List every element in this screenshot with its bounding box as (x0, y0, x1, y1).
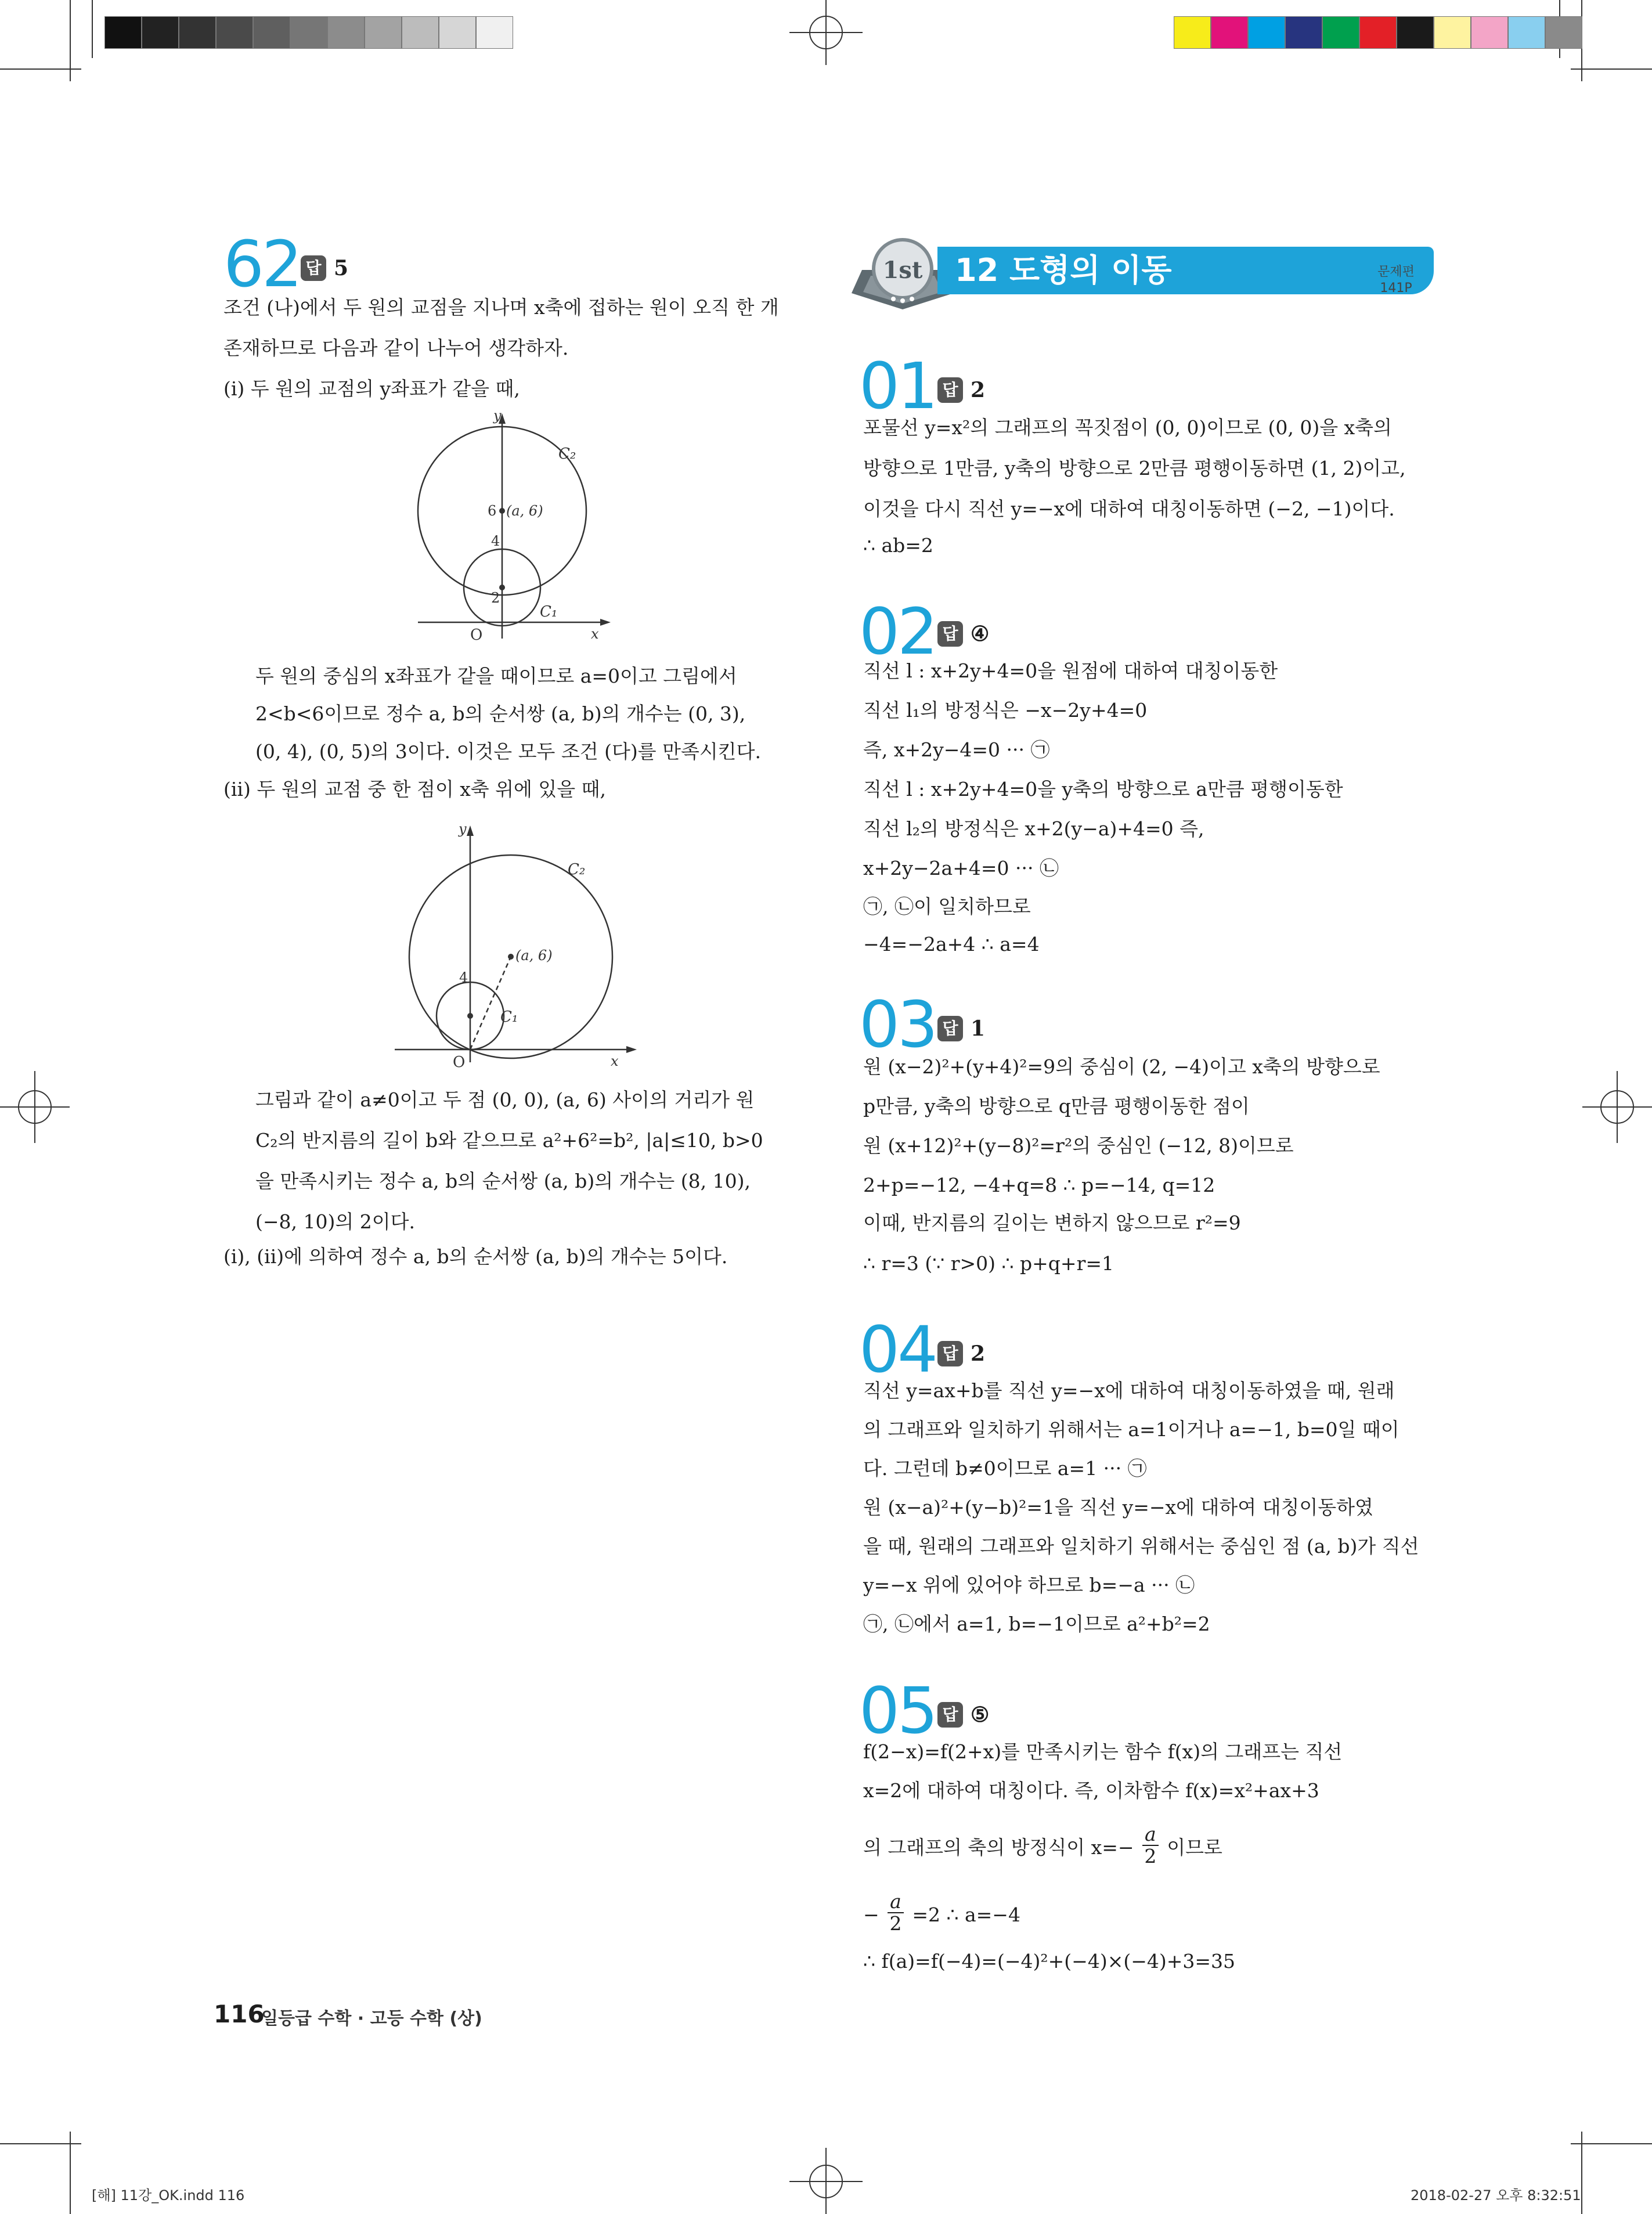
y-axis-label: y (459, 821, 467, 837)
text-line: ∴ f(a)=f(−4)=(−4)²+(−4)×(−4)+3=35 (863, 1950, 1236, 1973)
color-swatch (1248, 16, 1285, 49)
text-line: 직선 l₂의 방정식은 x+2(y−a)+4=0 즉, (863, 817, 1204, 840)
text-line: 조건 (나)에서 두 원의 교점을 지나며 x축에 접하는 원이 오직 한 개 (223, 296, 779, 319)
problem-ref (1358, 264, 1434, 297)
color-swatch (142, 16, 179, 49)
problem-number: 03 (859, 987, 936, 1062)
figure-case-2 (383, 818, 639, 1068)
ref-line-2: 141P (1380, 281, 1412, 295)
text-line: 원 (x−a)²+(y−b)²=1을 직선 y=−x에 대하여 대칭이동하였 (863, 1496, 1373, 1519)
answer-badge: 답 (937, 621, 963, 647)
text-line: ㉠, ㉡에서 a=1, b=−1이므로 a²+b²=2 (863, 1613, 1210, 1635)
answer-badge: 답 (937, 1702, 963, 1728)
text-line: 즉, x+2y−4=0 ··· ㉠ (863, 738, 1050, 761)
color-swatch (1174, 16, 1211, 49)
book-title: 일등급 수학 · 고등 수학 (상) (261, 2009, 482, 2029)
color-swatch (1471, 16, 1508, 49)
answer-badge: 답 (937, 377, 963, 403)
text-line: 을 만족시키는 정수 a, b의 순서쌍 (a, b)의 개수는 (8, 10), (255, 1170, 751, 1192)
text-line: 직선 l₁의 방정식은 −x−2y+4=0 (863, 699, 1148, 722)
center-label: (a, 6) (515, 947, 553, 964)
color-swatch (253, 16, 290, 49)
tick-4: 4 (491, 533, 500, 549)
text-line: x=2에 대하여 대칭이다. 즉, 이차함수 f(x)=x²+ax+3 (863, 1779, 1319, 1802)
answer-badge: 답 (301, 255, 326, 281)
answer-value: ⑤ (971, 1703, 990, 1727)
fraction (888, 1891, 904, 1934)
text-line: (0, 4), (0, 5)의 3이다. 이것은 모두 조건 (다)를 만족시킨다. (255, 740, 762, 763)
fraction-denominator: 2 (1144, 1845, 1157, 1867)
origin-label: O (453, 1054, 466, 1068)
color-swatch (1545, 16, 1582, 49)
color-swatch (1508, 16, 1545, 49)
text-line: x+2y−2a+4=0 ··· ㉡ (863, 857, 1059, 879)
tick-2: 2 (491, 590, 500, 606)
problem-number: 01 (859, 349, 936, 423)
fraction-pre: − (863, 1903, 879, 1926)
x-axis-label: x (591, 626, 599, 642)
text-line: 직선 l : x+2y+4=0을 원점에 대하여 대칭이동한 (863, 659, 1278, 682)
text-line: 2<b<6이므로 정수 a, b의 순서쌍 (a, b)의 개수는 (0, 3), (255, 702, 746, 725)
text-line: C₂의 반지름의 길이 b와 같으므로 a²+6²=b², |a|≤10, b>0 (255, 1129, 763, 1152)
circle-c2-label: C₂ (568, 861, 586, 878)
color-swatch (290, 16, 327, 49)
text-line: y=−x 위에 있어야 하므로 b=−a ··· ㉡ (863, 1574, 1195, 1596)
color-swatch (1322, 16, 1359, 49)
text-line: 존재하므로 다음과 같이 나누어 생각하자. (223, 337, 569, 359)
text-line: (ⅰ), (ⅱ)에 의하여 정수 a, b의 순서쌍 (a, b)의 개수는 5이다. (223, 1245, 728, 1268)
text-line: 두 원의 중심의 x좌표가 같을 때이므로 a=0이고 그림에서 (255, 665, 737, 687)
text-line: 원 (x−2)²+(y+4)²=9의 중심이 (2, −4)이고 x축의 방향으로 (863, 1055, 1380, 1078)
circle-c2-label: C₂ (558, 445, 576, 463)
text-line: 이것을 다시 직선 y=−x에 대하여 대칭이동하면 (−2, −1)이다. (863, 497, 1395, 520)
text-line: 포물선 y=x²의 그래프의 꼭짓점이 (0, 0)이므로 (0, 0)을 x축의 (863, 416, 1392, 439)
answer-value: 2 (971, 378, 986, 402)
fraction-line (863, 1823, 1222, 1870)
problem-number: 04 (859, 1312, 936, 1387)
ref-line-1: 문제편 (1377, 265, 1415, 279)
text-line: f(2−x)=f(2+x)를 만족시키는 함수 f(x)의 그래프는 직선 (863, 1740, 1343, 1763)
text-line: 을 때, 원래의 그래프와 일치하기 위해서는 중심인 점 (a, b)가 직선 (863, 1535, 1419, 1557)
text-line: 직선 y=ax+b를 직선 y=−x에 대하여 대칭이동하였을 때, 원래 (863, 1379, 1395, 1402)
answer-value: 5 (334, 256, 349, 280)
text-line: 그림과 같이 a≠0이고 두 점 (0, 0), (a, 6) 사이의 거리가 원 (255, 1088, 755, 1111)
color-swatch (1285, 16, 1322, 49)
x-axis-label: x (611, 1053, 619, 1068)
page-number: 116 (214, 2000, 265, 2028)
fraction-numerator: a (888, 1891, 904, 1913)
color-swatch (104, 16, 142, 49)
problem-number: 62 (223, 227, 300, 301)
text-line: 다. 그런데 b≠0이므로 a=1 ··· ㉠ (863, 1457, 1147, 1480)
tick-6: 6 (488, 503, 497, 519)
fraction-post: =2 ∴ a=−4 (912, 1903, 1020, 1926)
color-swatch (327, 16, 365, 49)
problem-number: 02 (859, 594, 936, 669)
color-swatch (365, 16, 402, 49)
color-swatch (216, 16, 253, 49)
color-swatch (1397, 16, 1434, 49)
fraction-line-2 (863, 1890, 1020, 1938)
print-timestamp: 2018-02-27 오후 8:32:51 (1411, 2187, 1581, 2204)
color-swatch (439, 16, 476, 49)
fraction-post: 이므로 (1167, 1836, 1222, 1859)
file-slug: [해] 11강_OK.indd 116 (92, 2187, 245, 2204)
text-line: 방향으로 1만큼, y축의 방향으로 2만큼 평행이동하면 (1, 2)이고, (863, 457, 1406, 479)
fraction (1142, 1824, 1159, 1867)
color-swatch (1211, 16, 1248, 49)
problem-number: 05 (859, 1674, 936, 1748)
answer-badge: 답 (937, 1016, 963, 1041)
text-line: 직선 l : x+2y+4=0을 y축의 방향으로 a만큼 평행이동한 (863, 778, 1343, 800)
text-line: (−8, 10)의 2이다. (255, 1210, 415, 1233)
circle-c1-label: C₁ (540, 603, 558, 621)
fraction-denominator: 2 (889, 1912, 902, 1935)
center-label: (a, 6) (506, 503, 543, 519)
fraction-numerator: a (1142, 1824, 1159, 1846)
origin-label: O (470, 626, 483, 644)
color-swatch (1359, 16, 1397, 49)
text-line: ∴ ab=2 (863, 534, 933, 557)
text-line: (ⅱ) 두 원의 교점 중 한 점이 x축 위에 있을 때, (223, 778, 607, 800)
text-line: 의 그래프와 일치하기 위해서는 a=1이거나 a=−1, b=0일 때이 (863, 1418, 1399, 1441)
chapter-title: 12 도형의 이동 (955, 252, 1172, 289)
text-line: 이때, 반지름의 길이는 변하지 않으므로 r²=9 (863, 1211, 1241, 1234)
text-line: ㉠, ㉡이 일치하므로 (863, 895, 1031, 918)
text-line: ∴ r=3 (∵ r>0) ∴ p+q+r=1 (863, 1252, 1114, 1275)
text-line: −4=−2a+4 ∴ a=4 (863, 933, 1040, 955)
color-swatch (179, 16, 216, 49)
text-line: 원 (x+12)²+(y−8)²=r²의 중심인 (−12, 8)이므로 (863, 1134, 1294, 1157)
emblem-label: 1st (882, 257, 923, 284)
figure-case-1 (406, 406, 615, 650)
circle-c1-label: C₁ (500, 1008, 518, 1026)
answer-value: 2 (971, 1342, 986, 1366)
answer-badge: 답 (937, 1341, 963, 1366)
color-swatch (1434, 16, 1471, 49)
answer-value: ④ (971, 622, 990, 646)
tick-4: 4 (459, 969, 468, 986)
answer-value: 1 (971, 1016, 986, 1041)
y-axis-label: y (493, 408, 502, 424)
text-line: p만큼, y축의 방향으로 q만큼 평행이동한 점이 (863, 1095, 1250, 1117)
text-line: 2+p=−12, −4+q=8 ∴ p=−14, q=12 (863, 1174, 1215, 1196)
color-swatch (402, 16, 439, 49)
text-line: (ⅰ) 두 원의 교점의 y좌표가 같을 때, (223, 377, 520, 400)
fraction-pre: 의 그래프의 축의 방정식이 x=− (863, 1836, 1134, 1859)
color-swatch (476, 16, 513, 49)
